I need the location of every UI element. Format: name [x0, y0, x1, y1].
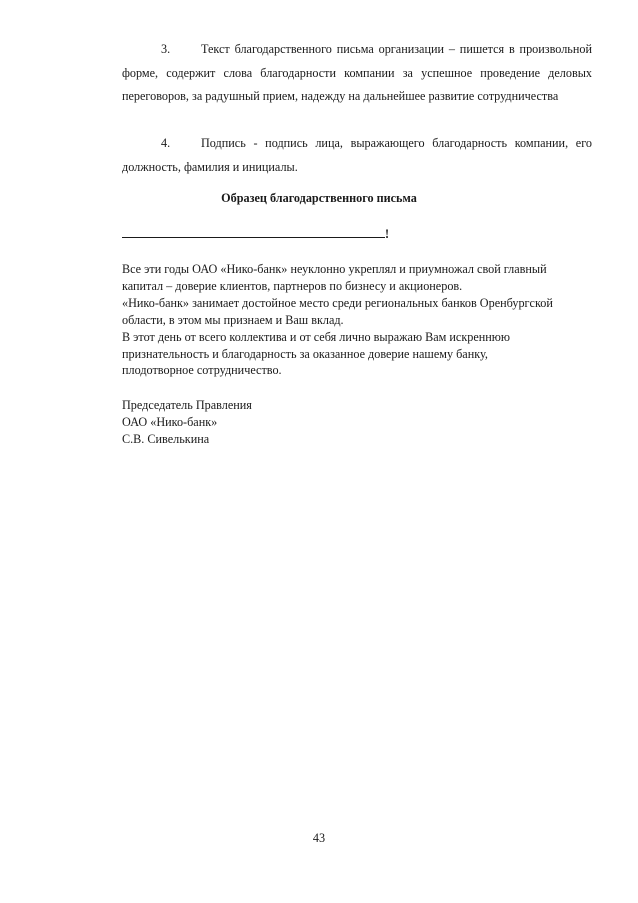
signer-name: С.В. Сивелькина — [122, 432, 210, 446]
blank-underline — [122, 226, 385, 238]
item-text: Текст благодарственного письма организации – пишется в произвольной форме, содержит слова благодарности компании за успешное проведение деловых переговоров, за радушный прием, надежду на дальнейшее развитие сотрудничества — [122, 42, 592, 104]
letter-line: В этот день от всего коллектива и от себя лично выражаю Вам искреннюю — [122, 329, 510, 344]
letter-line: Все эти годы ОАО «Нико-банк» неуклонно укреплял и приумножал свой главный — [122, 262, 547, 276]
signer-position: Председатель Правления — [122, 398, 252, 412]
signer-company: ОАО «Нико-банк» — [122, 415, 218, 429]
letter-line: «Нико-банк» занимает достойное место среди региональных банков Оренбургской — [122, 295, 553, 310]
salutation-exclamation: ! — [385, 227, 390, 241]
letter-body — [122, 261, 602, 379]
salutation-line — [122, 226, 389, 242]
sample-letter-title: Образец благодарственного письма — [221, 191, 417, 205]
numbered-item-4 — [122, 132, 592, 179]
item-text: Подпись - подпись лица, выражающего благодарность компании, его должность, фамилия и инициалы. — [122, 136, 592, 174]
letter-line: признательность и благодарность за оказанное доверие нашему банку, — [122, 346, 488, 361]
letter-line: капитал – доверие клиентов, партнеров по бизнесу и акционеров. — [122, 278, 463, 293]
numbered-item-3 — [122, 38, 592, 109]
page-number: 43 — [312, 831, 326, 845]
item-number: 4. — [161, 136, 171, 150]
letter-line: плодотворное сотрудничество. — [122, 363, 282, 378]
signature-block — [122, 397, 252, 448]
item-number: 3. — [161, 42, 171, 56]
letter-line: области, в этом мы признаем и Ваш вклад. — [122, 312, 344, 327]
